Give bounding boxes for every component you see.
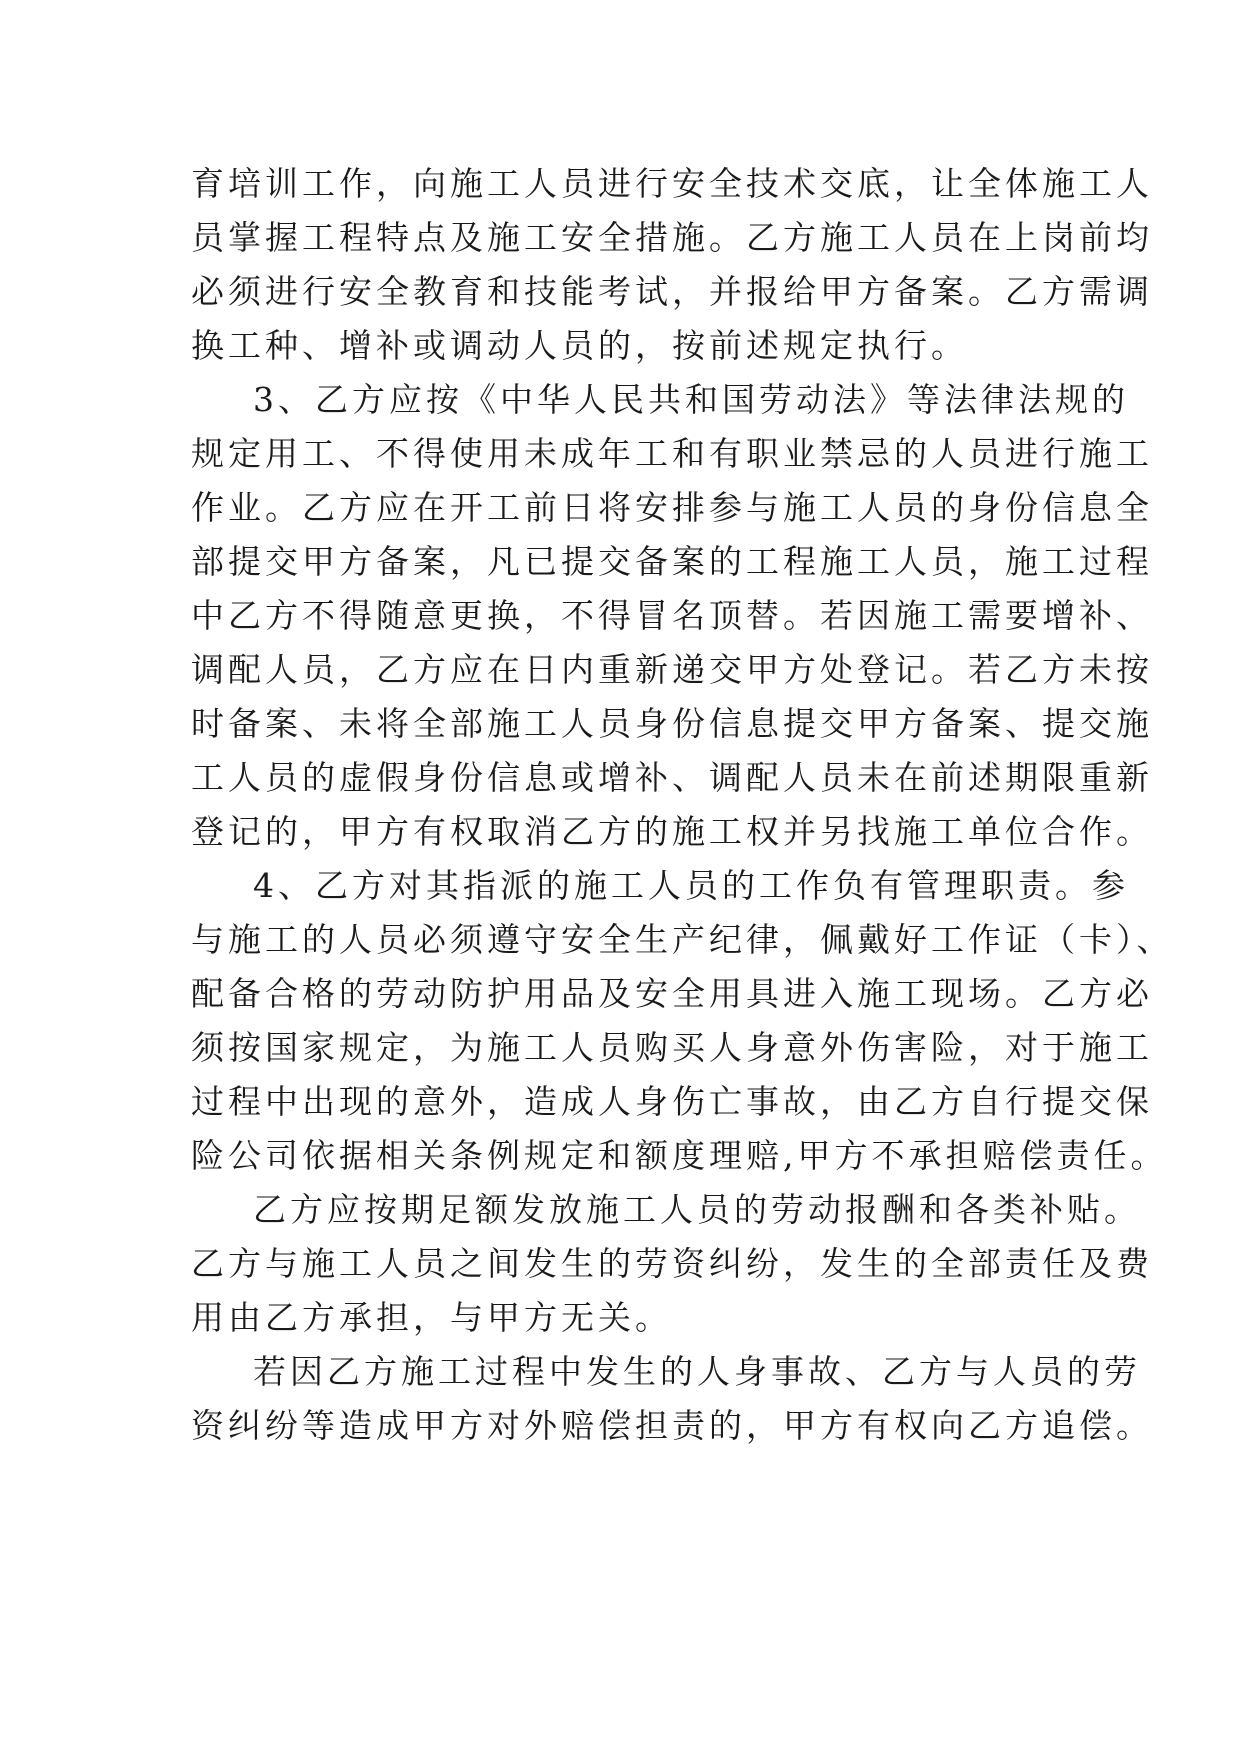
- text-line: 育培训工作，向施工人员进行安全技术交底，让全体施工人: [191, 164, 1153, 203]
- text-line: 若因乙方施工过程中发生的人身事故、乙方与人员的劳: [253, 1352, 1141, 1391]
- text-line: 险公司依据相关条例规定和额度理赔,甲方不承担赔偿责任。: [191, 1136, 1168, 1175]
- text-line: 乙方与施工人员之间发生的劳资纠纷，发生的全部责任及费: [191, 1244, 1153, 1283]
- text-line: 员掌握工程特点及施工安全措施。乙方施工人员在上岗前均: [191, 218, 1153, 257]
- text-line: 乙方应按期足额发放施工人员的劳动报酬和各类补贴。: [253, 1190, 1141, 1229]
- text-line: 过程中出现的意外，造成人身伤亡事故，由乙方自行提交保: [191, 1082, 1153, 1121]
- text-line: 工人员的虚假身份信息或增补、调配人员未在前述期限重新: [191, 758, 1153, 797]
- text-line: 中乙方不得随意更换，不得冒名顶替。若因施工需要增补、: [191, 596, 1153, 635]
- text-line: 调配人员，乙方应在日内重新递交甲方处登记。若乙方未按: [191, 650, 1153, 689]
- paragraph-compensation: [191, 1345, 1153, 1453]
- text-line: 规定用工、不得使用未成年工和有职业禁忌的人员进行施工: [191, 434, 1153, 473]
- text-line: 换工种、增补或调动人员的，按前述规定执行。: [191, 326, 968, 365]
- text-line: 部提交甲方备案，凡已提交备案的工程施工人员，施工过程: [191, 542, 1153, 581]
- paragraph-continuation: [191, 157, 1153, 373]
- text-line: 须按国家规定，为施工人员购买人身意外伤害险，对于施工: [191, 1028, 1153, 1067]
- text-line: 配备合格的劳动防护用品及安全用具进入施工现场。乙方必: [191, 974, 1153, 1013]
- text-line: 用由乙方承担，与甲方无关。: [191, 1298, 672, 1337]
- text-line: 与施工的人员必须遵守安全生产纪律，佩戴好工作证（卡）、: [191, 920, 1174, 959]
- text-line: 3、乙方应按《中华人民共和国劳动法》等法律法规的: [253, 380, 1129, 419]
- document-body: [191, 157, 1174, 1453]
- paragraph-wages: [191, 1183, 1153, 1345]
- paragraph-clause-4: [191, 859, 1174, 1183]
- text-line: 时备案、未将全部施工人员身份信息提交甲方备案、提交施: [191, 704, 1153, 743]
- text-line: 必须进行安全教育和技能考试，并报给甲方备案。乙方需调: [191, 272, 1153, 311]
- text-line: 4、乙方对其指派的施工人员的工作负有管理职责。参: [253, 866, 1129, 905]
- text-line: 登记的，甲方有权取消乙方的施工权并另找施工单位合作。: [191, 812, 1153, 851]
- text-line: 作业。乙方应在开工前日将安排参与施工人员的身份信息全: [191, 488, 1153, 527]
- paragraph-clause-3: [191, 373, 1153, 859]
- text-line: 资纠纷等造成甲方对外赔偿担责的，甲方有权向乙方追偿。: [191, 1406, 1153, 1445]
